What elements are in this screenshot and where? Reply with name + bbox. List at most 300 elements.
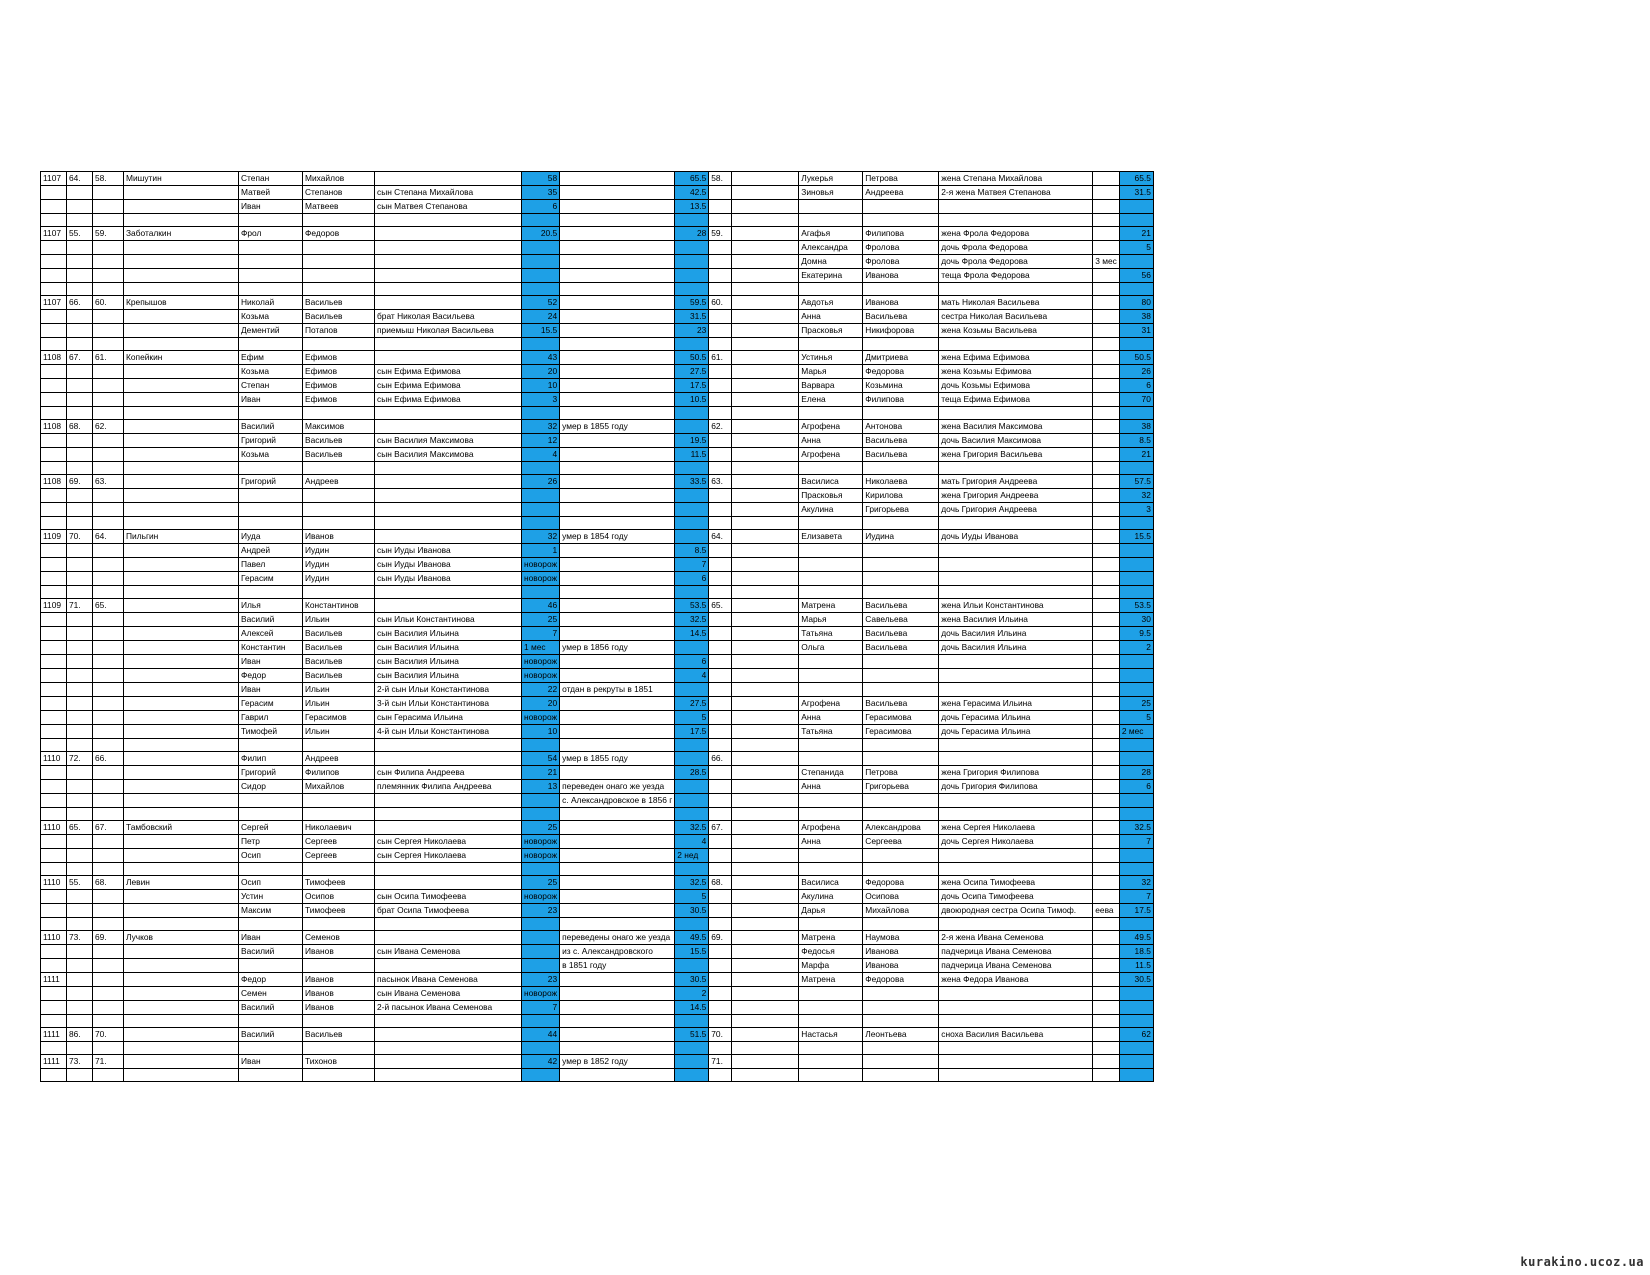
table-cell [799,338,863,351]
table-cell [67,835,93,849]
table-cell [709,739,732,752]
table-cell [67,283,93,296]
table-cell [41,641,67,655]
table-cell [522,503,560,517]
table-cell: 15.5 [675,945,709,959]
table-row [41,931,1154,945]
table-cell [1093,821,1120,835]
table-cell [560,1028,675,1042]
table-cell [67,780,93,794]
table-cell [560,379,675,393]
table-cell [124,241,239,255]
table-cell: 1111 [41,1028,67,1042]
table-cell: жена Козьмы Ефимова [939,365,1093,379]
table-cell [522,517,560,530]
table-cell [375,821,522,835]
table-cell [124,475,239,489]
table-cell [93,766,124,780]
table-cell [1119,683,1153,697]
table-cell [863,669,939,683]
table-cell [1093,544,1120,558]
table-cell: 21 [522,766,560,780]
table-cell: 28.5 [675,766,709,780]
table-cell [124,794,239,808]
table-row [41,255,1154,269]
table-cell: 7 [522,627,560,641]
table-cell: Филипова [863,227,939,241]
table-cell [939,808,1093,821]
table-cell: Васильева [863,627,939,641]
table-row [41,627,1154,641]
table-cell [709,627,732,641]
table-cell [93,725,124,739]
table-cell [124,365,239,379]
table-cell: Иудин [303,558,375,572]
table-cell: 26 [1119,365,1153,379]
table-cell [732,931,799,945]
table-cell: 25 [522,821,560,835]
table-cell [124,835,239,849]
table-cell [675,808,709,821]
table-cell [375,1042,522,1055]
table-cell [375,1028,522,1042]
table-cell [939,1001,1093,1015]
table-cell: Устин [239,890,303,904]
table-cell [67,766,93,780]
table-cell [522,863,560,876]
table-cell: Козьмина [863,379,939,393]
table-cell: Агрофена [799,697,863,711]
table-cell: сын Сергея Николаева [375,849,522,863]
table-cell [863,517,939,530]
table-cell [93,1042,124,1055]
table-cell [124,489,239,503]
table-cell: сын Василия Ильина [375,669,522,683]
table-cell: жена Григория Васильева [939,448,1093,462]
table-cell [863,214,939,227]
table-cell [67,863,93,876]
table-cell [732,269,799,283]
table-cell [522,462,560,475]
table-cell [732,766,799,780]
table-cell [124,572,239,586]
table-cell [1119,572,1153,586]
table-cell [303,503,375,517]
table-row [41,683,1154,697]
table-cell [675,683,709,697]
table-cell [732,503,799,517]
table-row [41,393,1154,407]
table-cell [732,586,799,599]
table-cell: Павел [239,558,303,572]
table-cell [1093,973,1120,987]
table-cell: Федор [239,669,303,683]
table-cell: Савельева [863,613,939,627]
table-cell: 26 [522,475,560,489]
table-row [41,310,1154,324]
table-cell [239,794,303,808]
table-cell: 70. [709,1028,732,1042]
table-cell: 6 [1119,379,1153,393]
table-cell: 65. [93,599,124,613]
table-row [41,821,1154,835]
table-row [41,945,1154,959]
table-cell: 7 [522,1001,560,1015]
table-cell: дочь Василия Максимова [939,434,1093,448]
table-cell [799,200,863,214]
table-cell [560,808,675,821]
table-cell [709,711,732,725]
table-cell: Филипова [863,393,939,407]
table-cell: Ефимов [303,365,375,379]
table-cell: 71. [93,1055,124,1069]
table-cell [1093,489,1120,503]
table-cell [124,200,239,214]
table-cell [41,697,67,711]
table-cell: 14.5 [675,627,709,641]
table-cell: переведен онаго же уезда [560,780,675,794]
table-row [41,959,1154,973]
table-cell [67,503,93,517]
table-cell: Герасим [239,697,303,711]
table-cell: Прасковья [799,489,863,503]
table-cell [67,517,93,530]
table-cell: 2-я жена Ивана Семенова [939,931,1093,945]
table-cell [560,1042,675,1055]
table-cell [1119,1042,1153,1055]
table-cell [560,627,675,641]
table-cell: 44 [522,1028,560,1042]
table-cell: 49.5 [1119,931,1153,945]
table-cell [41,780,67,794]
table-cell [41,324,67,338]
table-cell [93,904,124,918]
table-cell: 61. [709,351,732,365]
table-cell [732,558,799,572]
table-cell [732,227,799,241]
table-cell [675,503,709,517]
table-cell: 5 [1119,241,1153,255]
table-cell [732,1069,799,1082]
table-cell [863,739,939,752]
table-cell: 42.5 [675,186,709,200]
table-cell [67,959,93,973]
table-cell [732,351,799,365]
table-cell [41,669,67,683]
blank-row [41,462,1154,475]
table-cell: Авдотья [799,296,863,310]
table-cell [1119,214,1153,227]
table-cell: Дарья [799,904,863,918]
table-cell [93,711,124,725]
table-cell [1093,448,1120,462]
table-cell: из с. Александровского [560,945,675,959]
table-cell [863,558,939,572]
table-cell: Ильин [303,683,375,697]
table-cell: 67. [709,821,732,835]
table-cell [303,241,375,255]
table-cell [41,987,67,1001]
table-cell [375,420,522,434]
table-cell [522,1042,560,1055]
table-cell: сын Ильи Константинова [375,613,522,627]
table-cell [732,420,799,434]
table-cell [799,586,863,599]
table-cell: 71. [67,599,93,613]
table-cell [799,987,863,1001]
table-cell [1093,324,1120,338]
table-cell [709,393,732,407]
table-cell: Тамбовский [124,821,239,835]
table-cell: Мишутин [124,172,239,186]
table-cell: 6 [1119,780,1153,794]
table-cell [863,1001,939,1015]
table-cell [124,462,239,475]
table-cell: дочь Герасима Ильина [939,725,1093,739]
table-cell: Лучков [124,931,239,945]
table-cell [675,255,709,269]
table-cell [93,918,124,931]
table-cell [709,863,732,876]
table-cell: 70. [93,1028,124,1042]
table-cell: Иванова [863,269,939,283]
table-cell: дочь Осипа Тимофеева [939,890,1093,904]
table-cell [239,269,303,283]
table-cell: 10.5 [675,393,709,407]
table-cell [799,517,863,530]
table-cell: 23 [522,904,560,918]
table-cell: Иванов [303,987,375,1001]
table-cell: 66. [67,296,93,310]
table-cell: Фролова [863,255,939,269]
table-cell [709,904,732,918]
table-cell [1093,683,1120,697]
table-cell: дочь Григория Андреева [939,503,1093,517]
table-cell [939,462,1093,475]
table-cell: 14.5 [675,1001,709,1015]
table-cell [93,697,124,711]
blank-row [41,407,1154,420]
table-cell: 68. [67,420,93,434]
table-cell: Михайлов [303,172,375,186]
table-cell: 11.5 [675,448,709,462]
table-row [41,351,1154,365]
table-cell: Герасимова [863,711,939,725]
table-cell [375,503,522,517]
table-cell [239,283,303,296]
table-cell: 63. [93,475,124,489]
table-cell: новорож [522,558,560,572]
table-cell: Василиса [799,475,863,489]
table-cell [709,945,732,959]
table-cell [1093,475,1120,489]
table-cell: 1110 [41,876,67,890]
table-cell: дочь Василия Ильина [939,627,1093,641]
table-cell [560,503,675,517]
table-cell [1093,599,1120,613]
table-cell [709,669,732,683]
table-cell: Васильева [863,448,939,462]
table-cell [732,324,799,338]
table-cell [675,214,709,227]
table-cell [709,517,732,530]
table-cell: 63. [709,475,732,489]
table-cell: Марья [799,613,863,627]
table-cell [303,586,375,599]
table-cell: 70 [1119,393,1153,407]
table-cell: Ильин [303,725,375,739]
table-cell [67,489,93,503]
table-cell [124,863,239,876]
table-cell: сын Ефима Ефимова [375,379,522,393]
table-cell [709,434,732,448]
table-cell: Анна [799,310,863,324]
table-cell: Иванова [863,296,939,310]
table-cell [863,407,939,420]
table-cell [939,517,1093,530]
table-cell [67,338,93,351]
table-cell: Осипова [863,890,939,904]
table-cell [560,766,675,780]
table-cell: новорож [522,835,560,849]
table-cell [709,780,732,794]
table-cell: 1111 [41,1055,67,1069]
table-cell: Анна [799,780,863,794]
table-cell: 62. [93,420,124,434]
table-cell [1093,711,1120,725]
table-cell: Петрова [863,766,939,780]
table-cell: Иудин [303,572,375,586]
table-cell [239,959,303,973]
table-row [41,448,1154,462]
table-row [41,269,1154,283]
table-cell: Дементий [239,324,303,338]
table-cell [93,655,124,669]
table-cell: Сидор [239,780,303,794]
table-cell: Максим [239,904,303,918]
table-cell [93,269,124,283]
table-cell: с. Александровское в 1856 г [560,794,675,808]
table-cell [1119,517,1153,530]
table-cell [41,462,67,475]
table-cell: Никифорова [863,324,939,338]
table-cell [67,324,93,338]
table-cell [939,572,1093,586]
table-cell: Матрена [799,931,863,945]
table-cell [939,1069,1093,1082]
table-cell [799,544,863,558]
table-cell: 2 нед [675,849,709,863]
table-cell: 10 [522,725,560,739]
table-cell [41,310,67,324]
table-cell [522,1069,560,1082]
table-cell [799,407,863,420]
table-cell [124,711,239,725]
table-cell: сын Василия Максимова [375,434,522,448]
table-cell: Алексей [239,627,303,641]
table-cell: 1 мес [522,641,560,655]
table-cell: Андреев [303,752,375,766]
table-cell: 1109 [41,530,67,544]
table-cell [41,739,67,752]
table-cell [709,214,732,227]
table-cell [239,255,303,269]
table-cell [1093,517,1120,530]
table-cell [709,379,732,393]
table-cell [375,1069,522,1082]
table-cell: 65.5 [675,172,709,186]
table-cell: Григорий [239,766,303,780]
table-cell [732,1055,799,1069]
table-cell: Кирилова [863,489,939,503]
table-cell [124,310,239,324]
table-cell: Настасья [799,1028,863,1042]
table-cell [709,987,732,1001]
table-cell: Васильев [303,655,375,669]
table-cell: 1110 [41,752,67,766]
table-cell [863,283,939,296]
table-cell: Екатерина [799,269,863,283]
table-cell [732,697,799,711]
table-cell [560,697,675,711]
table-cell [41,1001,67,1015]
table-cell [560,544,675,558]
table-cell: 2-я жена Матвея Степанова [939,186,1093,200]
table-cell [675,1055,709,1069]
table-cell [239,586,303,599]
table-cell: 1109 [41,599,67,613]
table-cell [93,849,124,863]
table-cell: Акулина [799,890,863,904]
table-cell: 21 [1119,448,1153,462]
table-cell: Марфа [799,959,863,973]
table-cell [522,931,560,945]
table-cell [732,475,799,489]
table-cell [709,310,732,324]
table-cell: Васильев [303,641,375,655]
table-cell [41,365,67,379]
table-row [41,227,1154,241]
table-cell: 38 [1119,310,1153,324]
table-cell [732,434,799,448]
table-row [41,766,1154,780]
table-cell [863,752,939,766]
table-cell: 58 [522,172,560,186]
table-cell [799,1001,863,1015]
table-cell [239,918,303,931]
table-cell [124,627,239,641]
table-cell [732,835,799,849]
table-cell [560,821,675,835]
table-cell [67,655,93,669]
table-cell [863,794,939,808]
table-row [41,599,1154,613]
table-cell [675,1015,709,1028]
table-cell [939,338,1093,351]
table-cell [799,683,863,697]
table-cell: Иудин [303,544,375,558]
table-cell: 5 [675,711,709,725]
table-cell [124,544,239,558]
table-cell [1093,918,1120,931]
table-cell [1093,1069,1120,1082]
table-cell [799,462,863,475]
table-cell: 38 [1119,420,1153,434]
table-cell [732,876,799,890]
table-cell [1119,987,1153,1001]
table-cell [1119,1001,1153,1015]
table-cell [732,1042,799,1055]
